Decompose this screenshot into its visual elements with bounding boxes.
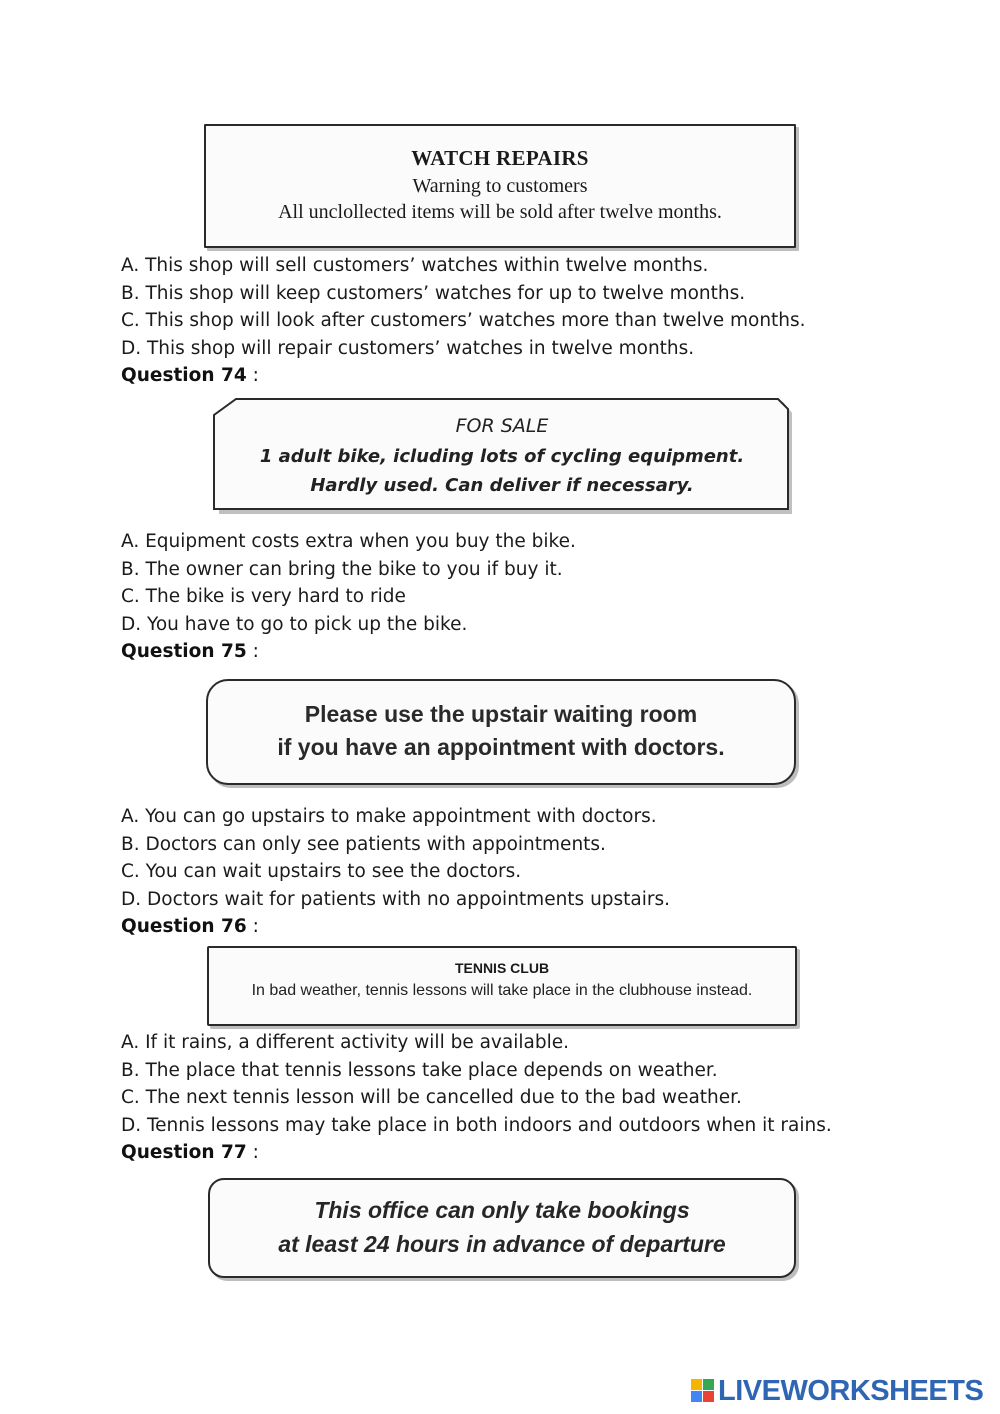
question-74-options <box>121 528 941 666</box>
notice-line-2: at least 24 hours in advance of departure <box>278 1231 726 1257</box>
liveworksheets-brand[interactable] <box>691 1374 983 1408</box>
notice-line-2: if you have an appointment with doctors. <box>277 734 725 760</box>
question-separator: : <box>246 916 259 937</box>
notice-waiting-room <box>206 679 796 785</box>
notice-subtitle: 1 adult bike, icluding lots of cycling equipment. <box>259 446 745 467</box>
question-separator: : <box>246 1142 259 1163</box>
notice-line-1: Please use the upstair waiting room <box>304 701 698 727</box>
option-b: B. The place that tennis lessons take place depends on weather. <box>121 1059 718 1081</box>
question-heading <box>121 362 941 390</box>
question-76-options <box>121 1029 941 1167</box>
option-b: B. The owner can bring the bike to you if buy it. <box>121 558 563 580</box>
notice-body: Hardly used. Can deliver if necessary. <box>310 475 694 496</box>
option-d: D. This shop will repair customers’ watches in twelve months. <box>121 337 695 359</box>
notice-title: FOR SALE <box>455 415 549 437</box>
option-d: D. Tennis lessons may take place in both indoors and outdoors when it rains. <box>121 1114 832 1136</box>
option-c: C. The next tennis lesson will be cancelled due to the bad weather. <box>121 1087 742 1108</box>
notice-body: All unclollected items will be sold after twelve months. <box>278 201 722 223</box>
question-heading <box>121 1139 941 1167</box>
option-a: A. If it rains, a different activity will be available. <box>121 1032 569 1053</box>
notice-watch-repairs <box>204 124 796 248</box>
question-separator: : <box>246 365 259 386</box>
option-d: D. You have to go to pick up the bike. <box>121 613 468 635</box>
notice-title: TENNIS CLUB <box>454 960 550 976</box>
notice-line-1: This office can only take bookings <box>314 1197 690 1223</box>
option-a: A. This shop will sell customers’ watches within twelve months. <box>121 255 709 276</box>
option-c: C. The bike is very hard to ride <box>121 586 406 607</box>
notice-for-sale <box>212 397 792 515</box>
question-75-options <box>121 803 941 941</box>
question-heading <box>121 913 941 941</box>
liveworksheets-logo-icon <box>691 1379 715 1403</box>
option-c: C. You can wait upstairs to see the doctors. <box>121 861 522 882</box>
notice-body: In bad weather, tennis lessons will take place in the clubhouse instead. <box>251 982 753 999</box>
option-a: A. Equipment costs extra when you buy the bike. <box>121 531 576 552</box>
question-label: Question 75 <box>121 641 247 662</box>
notice-office-bookings <box>208 1178 796 1278</box>
notice-subtitle: Warning to customers <box>412 175 588 197</box>
option-b: B. This shop will keep customers’ watches for up to twelve months. <box>121 282 746 304</box>
option-c: C. This shop will look after customers’ watches more than twelve months. <box>121 310 806 331</box>
option-d: D. Doctors wait for patients with no appointments upstairs. <box>121 888 671 910</box>
notice-title: WATCH REPAIRS <box>411 146 589 170</box>
brand-wordmark: LIVEWORKSHEETS <box>718 1374 984 1407</box>
question-separator: : <box>246 641 259 662</box>
notice-tennis-club <box>207 946 797 1026</box>
question-heading <box>121 638 941 666</box>
question-label: Question 76 <box>121 916 247 937</box>
option-a: A. You can go upstairs to make appointment with doctors. <box>121 806 657 827</box>
question-label: Question 77 <box>121 1142 247 1163</box>
question-label: Question 74 <box>121 365 247 386</box>
question-73-options <box>121 252 941 390</box>
option-b: B. Doctors can only see patients with appointments. <box>121 833 606 855</box>
